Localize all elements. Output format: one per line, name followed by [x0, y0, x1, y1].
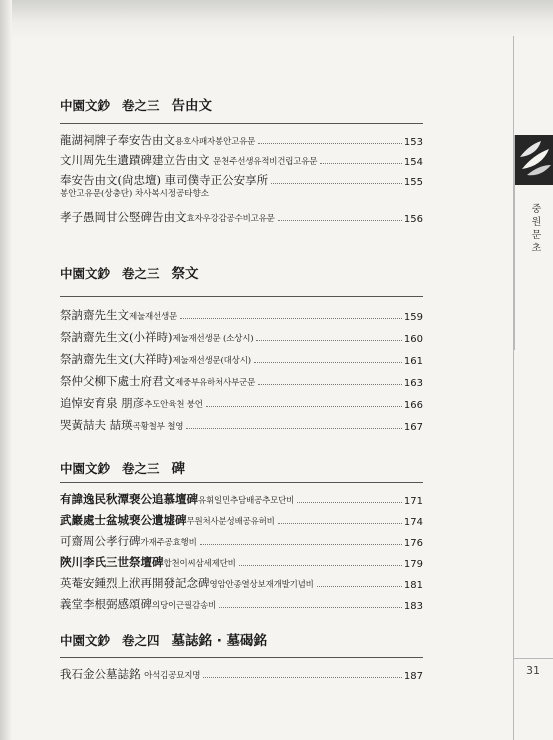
- leaf-icon: [515, 135, 553, 185]
- leader-dots: [271, 183, 402, 184]
- leader-dots: [206, 406, 402, 407]
- toc-entry[interactable]: [60, 323, 423, 345]
- entry-korean: 문천주선생유적비건립고유문: [213, 157, 318, 167]
- leader-dots: [186, 428, 402, 429]
- toc-entry[interactable]: [60, 389, 423, 411]
- entry-hanja: 義堂李根弼感頌碑: [60, 597, 152, 611]
- toc-entry[interactable]: [60, 528, 423, 549]
- entry-page: 187: [403, 671, 423, 682]
- entry-hanja: 哭黃喆夫 喆瑛: [60, 418, 133, 432]
- toc-entry[interactable]: [60, 549, 423, 570]
- toc-entry[interactable]: [60, 303, 423, 323]
- entry-korean: 효자우강감공수비고유문: [186, 214, 275, 224]
- toc-entry[interactable]: [60, 148, 423, 168]
- entry-hanja: 英菴安鍾烈上洑再開發記念碑: [60, 576, 210, 590]
- entry-korean: 가재주공효행비: [140, 538, 197, 548]
- entry-korean: 의당이근필감송비: [152, 601, 217, 611]
- leader-dots: [180, 318, 402, 319]
- collection-name: 中園文鈔: [60, 98, 111, 113]
- entry-korean: 유휘일민추담배공추모단비: [198, 496, 295, 506]
- section-rule: [60, 296, 423, 297]
- entry-page: 176: [403, 538, 423, 549]
- toc-entry[interactable]: [60, 168, 423, 199]
- toc-entry[interactable]: [60, 411, 423, 433]
- entry-hanja: 龍湖祠牌子奉安告由文: [60, 133, 175, 147]
- side-tab-label: 중원문초: [529, 203, 540, 255]
- section-title: [60, 629, 423, 649]
- toc-entry[interactable]: [60, 205, 423, 225]
- entry-page: 155: [403, 177, 423, 188]
- page-top-shadow: [0, 0, 553, 40]
- volume-label: 卷之三: [122, 98, 160, 113]
- entry-korean: 합천이씨삼세제단비: [163, 559, 236, 569]
- section-jemun: [60, 262, 423, 433]
- entry-korean: 무원처사분성배공유허비: [186, 517, 275, 527]
- leader-dots: [256, 340, 402, 341]
- entry-hanja: 文川周先生遺蹟碑建立告由文: [60, 153, 210, 167]
- collection-name: 中園文鈔: [60, 266, 111, 281]
- entry-page: 171: [403, 496, 423, 507]
- volume-label: 卷之三: [122, 266, 160, 281]
- entry-korean: 용호사패자봉안고유문: [175, 137, 256, 147]
- toc-entry[interactable]: [60, 487, 423, 507]
- entry-page: 156: [403, 214, 423, 225]
- volume-label: 卷之四: [122, 633, 160, 648]
- entry-hanja: 可齋周公孝行碑: [60, 534, 141, 548]
- entry-page: 166: [403, 400, 423, 411]
- section-heading: 碑: [171, 461, 186, 477]
- section-rule: [60, 482, 423, 483]
- entry-page: 160: [403, 334, 423, 345]
- entry-hanja: 祭訥齋先生文(小祥時): [60, 330, 173, 344]
- toc-entry[interactable]: [60, 662, 423, 682]
- leader-dots: [278, 220, 402, 221]
- entry-page: 183: [403, 601, 423, 612]
- volume-label: 卷之三: [122, 461, 160, 476]
- entry-korean: 아석김공묘지명: [144, 671, 201, 681]
- section-myojimyeong: [60, 629, 423, 682]
- toc-entry[interactable]: [60, 345, 423, 367]
- entry-hanja: 我石金公墓誌銘: [60, 667, 141, 681]
- section-gounmun: [60, 94, 423, 225]
- toc-entry[interactable]: [60, 570, 423, 591]
- entry-korean: 제눌재선생문: [129, 312, 178, 322]
- leader-dots: [278, 523, 402, 524]
- entry-hanja: 陜川李氏三世祭壇碑: [60, 555, 164, 569]
- entry-hanja: 孝子愚岡甘公竪碑告由文: [60, 210, 187, 224]
- section-rule: [60, 123, 423, 124]
- leader-dots: [317, 586, 402, 587]
- toc-entry[interactable]: [60, 128, 423, 148]
- leader-dots: [320, 163, 402, 164]
- collection-name: 中園文鈔: [60, 633, 111, 648]
- entry-page: 154: [403, 157, 423, 168]
- chapter-side-tab: [514, 135, 553, 350]
- entry-korean: 제중부유하처사부군문: [175, 378, 256, 388]
- section-heading: 祭文: [171, 266, 199, 282]
- collection-name: 中園文鈔: [60, 461, 111, 476]
- entry-hanja: 祭訥齋先生文: [60, 308, 129, 322]
- leader-dots: [239, 565, 402, 566]
- leader-dots: [203, 677, 402, 678]
- section-title: [60, 457, 423, 477]
- entry-korean: 곡황철부 철영: [132, 422, 184, 432]
- entry-hanja: 有諱逸民秋潭裵公追慕壇碑: [60, 492, 198, 506]
- entry-hanja: 祭訥齋先生文(大祥時): [60, 352, 173, 366]
- entry-page: 181: [403, 580, 423, 591]
- entry-page: 167: [403, 422, 423, 433]
- section-title: [60, 262, 423, 282]
- entry-korean: 제눌재선생문(대상시): [172, 356, 251, 366]
- entry-page: 161: [403, 356, 423, 367]
- entry-page: 159: [403, 312, 423, 323]
- entry-hanja: 祭仲父柳下處士府君文: [60, 374, 175, 388]
- page-number: 31: [526, 664, 540, 677]
- toc-entry[interactable]: [60, 591, 423, 612]
- entry-korean: 제눌재선생문 (소상시): [172, 334, 254, 344]
- leader-dots: [254, 362, 402, 363]
- page-number-rule: [514, 658, 553, 659]
- entry-page: 153: [403, 137, 423, 148]
- entry-page: 174: [403, 517, 423, 528]
- entry-korean: 봉안고유문(상충단) 차사복시정공타향소: [60, 189, 209, 199]
- leader-dots: [258, 384, 402, 385]
- section-rule: [60, 657, 423, 658]
- section-bi: [60, 457, 423, 612]
- section-heading: 墓誌銘 · 墓碣銘: [171, 633, 268, 649]
- entry-korean: 영암안종열상보재개발기념비: [209, 580, 314, 590]
- toc-entry[interactable]: [60, 367, 423, 389]
- entry-hanja: 追悼安育泉 朋彦: [60, 396, 145, 410]
- leader-dots: [258, 143, 402, 144]
- leader-dots: [200, 544, 402, 545]
- entry-page: 179: [403, 559, 423, 570]
- leader-dots: [297, 502, 402, 503]
- entry-hanja: 奉安告由文(尙忠壇) 車司僕寺正公安享所: [60, 173, 269, 187]
- leader-dots: [219, 607, 402, 608]
- entry-korean: 추도안육천 붕언: [144, 400, 203, 410]
- toc-entry[interactable]: [60, 507, 423, 528]
- entry-page: 163: [403, 378, 423, 389]
- book-spine-shadow: [0, 0, 12, 740]
- section-heading: 告由文: [171, 98, 213, 114]
- entry-hanja: 武巖處士盆城裵公遺墟碑: [60, 513, 187, 527]
- section-title: [60, 94, 423, 114]
